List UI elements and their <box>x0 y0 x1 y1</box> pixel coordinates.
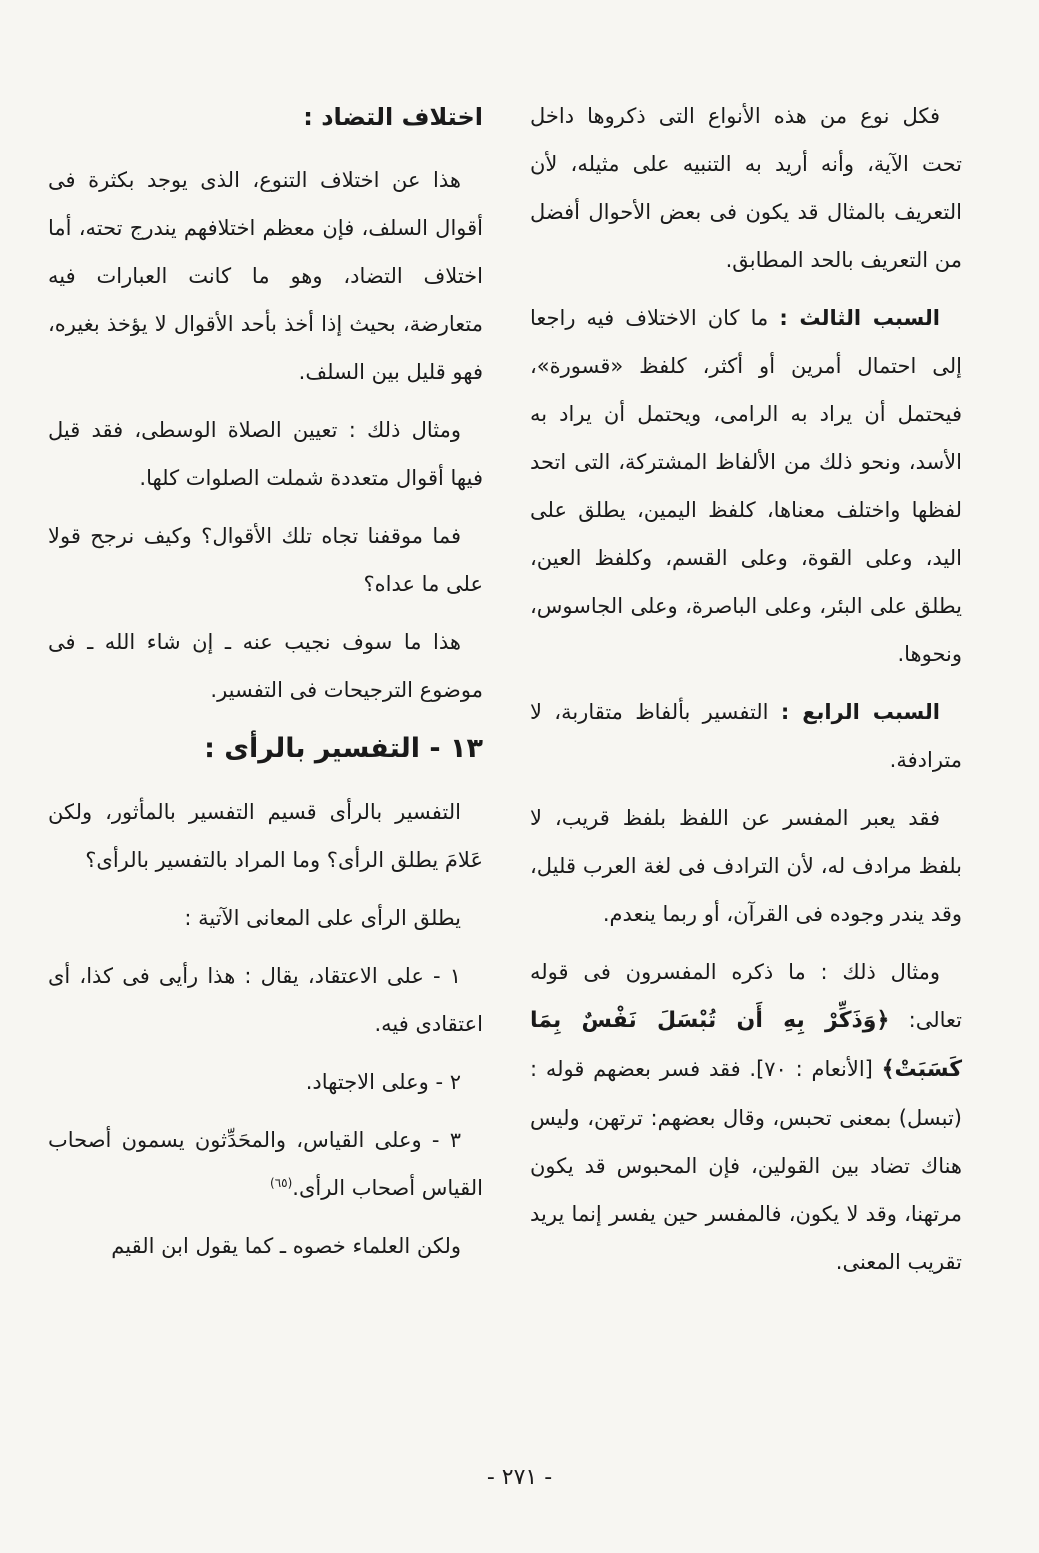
paragraph-middle-prayer: ومثال ذلك : تعيين الصلاة الوسطى، فقد قيل فيها أقوال متعددة شملت الصلوات كلها. <box>48 418 483 490</box>
third-reason-text: ما كان الاختلاف فيه راجعا إلى احتمال أمرين أو أكثر، كلفظ «قسورة»، فيحتمل أن يراد به الرامى، ويحتمل أن يراد به الأسد، ونحو ذلك من الألفاظ المشتركة، التى اتحد لفظها واختلف معناها، كلفظ اليمين، يطلق على اليد، وعلى القوة، وعلى القسم، وكلفظ العين، يطلق على البئر، وعلى الباصرة، وعلى الجاسوس، ونحوها. <box>530 306 962 666</box>
quran-verse: ﴿وَذَكِّرْ بِهِ أَن تُبْسَلَ نَفْسٌ بِمَا كَسَبَتْ﴾ <box>530 1008 962 1082</box>
list-item-ijtihad: ٢ - وعلى الاجتهاد. <box>305 1070 461 1094</box>
page-number: - ٢٧١ - <box>486 1465 553 1490</box>
heading-contradiction: اختلاف التضاد : <box>303 103 483 131</box>
paragraph-scholars: ولكن العلماء خصوه ـ كما يقول ابن القيم <box>111 1234 461 1258</box>
paragraph-question: فما موقفنا تجاه تلك الأقوال؟ وكيف نرجح قولا على ما عداه؟ <box>48 524 483 596</box>
paragraph-answer: هذا ما سوف نجيب عنه ـ إن شاء الله ـ فى موضوع الترجيحات فى التفسير. <box>48 630 483 702</box>
list-item-belief: ١ - على الاعتقاد، يقال : هذا رأيى فى كذا، أى اعتقادى فيه. <box>48 964 483 1036</box>
paragraph-third-reason <box>530 294 962 678</box>
left-column <box>48 92 483 1280</box>
paragraph-opinion-intro: التفسير بالرأى قسيم التفسير بالمأثور، ولكن عَلامَ يطلق الرأى؟ وما المراد بالتفسير بالرأى؟ <box>48 800 483 872</box>
paragraph-diversity: هذا عن اختلاف التنوع، الذى يوجد بكثرة فى أقوال السلف، فإن معظم اختلافهم يندرج تحته، أما اختلاف التضاد، وهو ما كانت العبارات فيه متعارضة، بحيث إذا أخذ بأحد الأقوال لا يؤخذ بغيره، فهو قليل بين السلف. <box>48 168 483 384</box>
heading-tafsir-opinion: ١٣ - التفسير بالرأى : <box>204 733 483 764</box>
paragraph-synonyms: فقد يعبر المفسر عن اللفظ بلفظ قريب، لا بلفظ مرادف له، لأن الترادف فى لغة العرب قليل، وقد يندر وجوده فى القرآن، أو ربما ينعدم. <box>530 806 962 926</box>
paragraph-example <box>530 948 962 1286</box>
paragraph-types: فكل نوع من هذه الأنواع التى ذكروها داخل تحت الآية، وأنه أريد به التنبيه على مثيله، لأن التعريف بالمثال قد يكون فى بعض الأحوال أفضل من التعريف بالحد المطابق. <box>530 104 962 272</box>
third-reason-label: السبب الثالث : <box>779 306 941 330</box>
paragraph-meanings-intro: يطلق الرأى على المعانى الآتية : <box>184 906 461 930</box>
list-item-analogy <box>48 1116 483 1212</box>
example-explanation: [الأنعام : ٧٠]. فقد فسر بعضهم قوله : (تبسل) بمعنى تحبس، وقال بعضهم: ترتهن، وليس هناك تضاد بين القولين، فإن المحبوس قد يكون مرتهنا، وقد لا يكون، فالمفسر حين يفسر إنما يريد تقريب المعنى. <box>530 1057 962 1274</box>
example-intro: ومثال ذلك : ما ذكره المفسرون فى قوله تعالى: <box>530 960 963 1032</box>
fourth-reason-text: التفسير بألفاظ متقاربة، لا مترادفة. <box>530 700 962 772</box>
analogy-text: ٣ - وعلى القياس، والمحَدِّثون يسمون أصحاب القياس أصحاب الرأى. <box>48 1128 483 1200</box>
fourth-reason-label: السبب الرابع : <box>780 700 940 724</box>
footnote-marker: (٦٥) <box>270 1176 293 1190</box>
paragraph-fourth-reason <box>530 688 962 784</box>
right-column <box>530 92 962 1296</box>
